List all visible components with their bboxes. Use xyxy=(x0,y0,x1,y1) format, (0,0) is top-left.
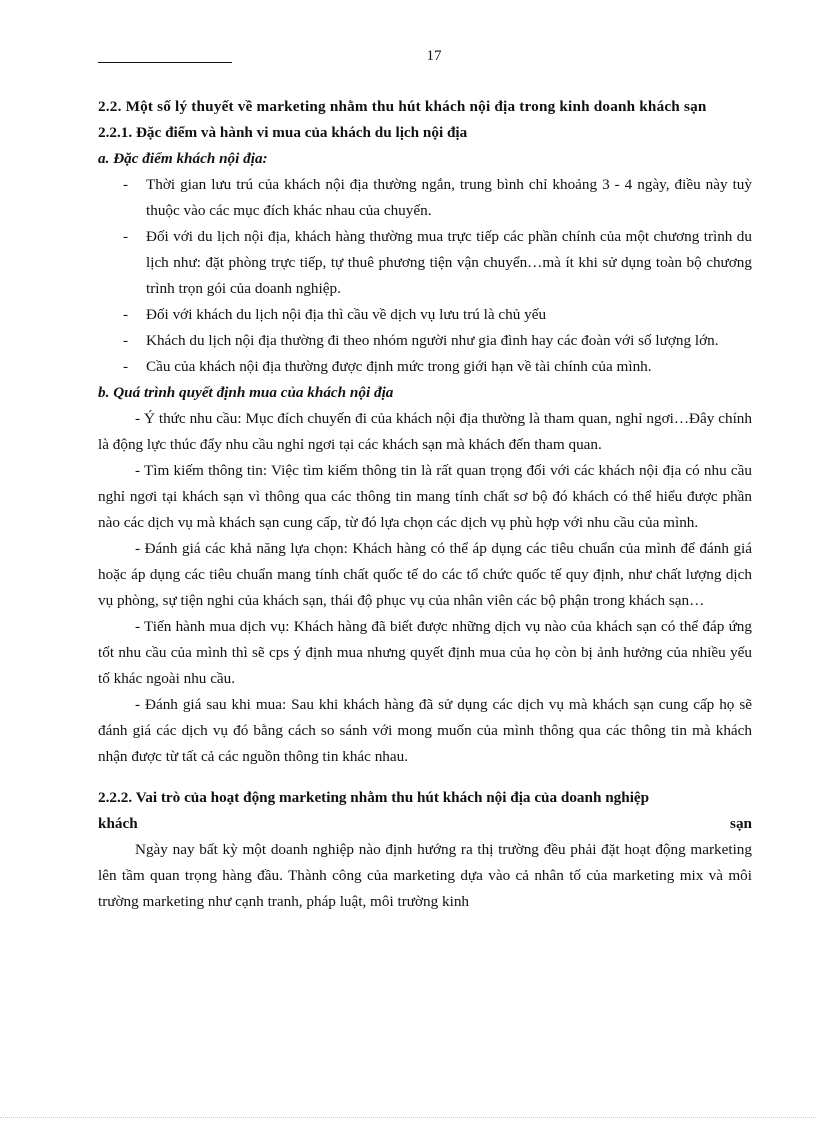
section-2-2-title: 2.2. Một số lý thuyết về marketing nhằm thu hút khách nội địa trong kinh doanh khách sạn xyxy=(98,98,707,115)
document-body xyxy=(98,94,752,915)
part-a-list xyxy=(98,172,752,380)
part-b-title: b. Quá trình quyết định mua của khách nội địa xyxy=(98,384,394,401)
spacer xyxy=(98,770,752,785)
title-word-part: khách xyxy=(98,815,138,832)
paragraph: Ngày nay bất kỳ một doanh nghiệp nào định hướng ra thị trường đều phải đặt hoạt động marketing lên tầm quan trọng hàng đầu. Thành công của marketing dựa vào cả nhân tố của marketing mix và môi trường marketing như cạnh tranh, pháp luật, môi trường kinh xyxy=(98,841,752,910)
page-bottom-border xyxy=(0,1117,816,1118)
list-item: - Thời gian lưu trú của khách nội địa thường ngắn, trung bình chỉ khoảng 3 - 4 ngày, điều này tuỳ thuộc vào các mục đích khác nhau của chuyến. xyxy=(98,172,752,224)
paragraph: - Tìm kiếm thông tin: Việc tìm kiếm thông tin là rất quan trọng đối với các khách nội địa có nhu cầu nghỉ ngơi tại khách sạn vì thông qua các thông tin mang tính chất sơ bộ đó khách có thể hiểu được phần nào các dịch vụ mà khách sạn cung cấp, từ đó lựa chọn các dịch vụ phù hợp với nhu cầu của mình. xyxy=(98,462,752,531)
paragraph: - Ý thức nhu cầu: Mục đích chuyến đi của khách nội địa thường là tham quan, nghỉ ngơi…Đây chính là động lực thúc đẩy nhu cầu nghỉ ngơi tại các khách sạn mà khách đến tham quan. xyxy=(98,410,752,453)
section-2-2-2-title: 2.2.2. Vai trò của hoạt động marketing nhằm thu hút khách nội địa của doanh nghiệp xyxy=(98,789,650,806)
list-item: - Đối với du lịch nội địa, khách hàng thường mua trực tiếp các phần chính của một chương trình du lịch như: đặt phòng trực tiếp, tự thuê phương tiện vận chuyển…mà ít khi sử dụng toàn bộ chương trình trọn gói của doanh nghiệp. xyxy=(98,224,752,302)
page-number: 17 xyxy=(426,48,442,64)
paragraph: - Tiến hành mua dịch vụ: Khách hàng đã biết được những dịch vụ nào của khách sạn có thể đáp ứng tốt nhu cầu của mình thì sẽ cps ý định mua nhưng quyết định mua của họ còn bị ảnh hưởng của nhiều yếu tố khác ngoài nhu cầu. xyxy=(98,618,752,687)
section-2-2-2-title-continued xyxy=(98,811,752,837)
list-item: - Khách du lịch nội địa thường đi theo nhóm người như gia đình hay các đoàn với số lượng lớn. xyxy=(98,328,752,354)
paragraph: - Đánh giá các khả năng lựa chọn: Khách hàng có thể áp dụng các tiêu chuẩn của mình để đánh giá hoặc áp dụng các tiêu chuẩn mang tính chất quốc tế do các tổ chức quốc tế quy định, như chất lượng dịch vụ phòng, sự tiện nghi của khách sạn, thái độ phục vụ của nhân viên các bộ phận trong khách sạn… xyxy=(98,540,752,609)
part-a-title: a. Đặc điểm khách nội địa: xyxy=(98,150,268,167)
section-2-2-1-title: 2.2.1. Đặc điểm và hành vi mua của khách du lịch nội địa xyxy=(98,124,468,141)
list-item: - Cầu của khách nội địa thường được định mức trong giới hạn về tài chính của mình. xyxy=(98,354,752,380)
list-item: - Đối với khách du lịch nội địa thì cầu về dịch vụ lưu trú là chủ yếu xyxy=(98,302,752,328)
title-word-part: sạn xyxy=(730,815,752,832)
paragraph: - Đánh giá sau khi mua: Sau khi khách hàng đã sử dụng các dịch vụ mà khách sạn cung cấp họ sẽ đánh giá các dịch vụ đó bằng cách so sánh với mong muốn của mình thông qua các thông tin mà khách nhận được từ tất cả các nguồn thông tin khác nhau. xyxy=(98,696,752,765)
